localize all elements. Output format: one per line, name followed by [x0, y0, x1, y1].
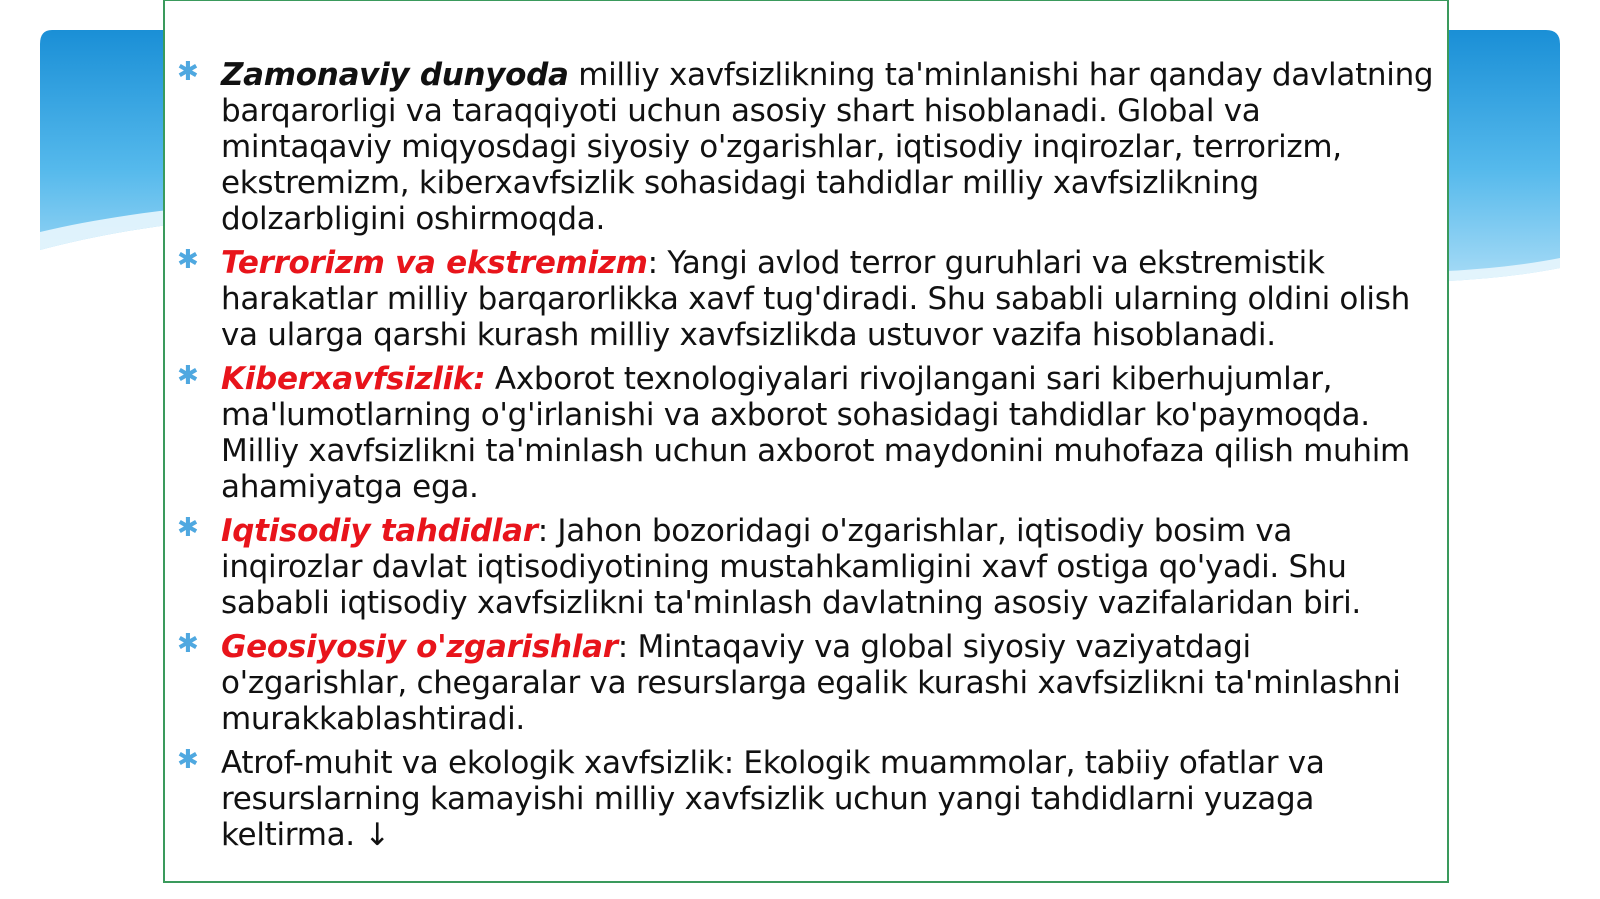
bullet-item-economic-threats	[177, 513, 1439, 621]
asterisk-icon: ✱	[177, 361, 199, 391]
bullet-item-modern-world	[177, 57, 1439, 237]
bullet-item-cybersecurity	[177, 361, 1439, 505]
bullet-text: Axborot texnologiyalari rivojlangani sari kiberhujumlar, ma'lumotlarning o'g'irlanishi va axborot sohasidagi tahdidlar ko'paymoqda. Milliy xavfsizlikni ta'minlash uchun axborot maydonini muhofaza qilish muhim ahamiyatga ega.	[221, 361, 1410, 505]
bullet-item-geopolitical	[177, 629, 1439, 737]
asterisk-icon: ✱	[177, 629, 199, 659]
content-panel	[163, 0, 1449, 883]
asterisk-icon: ✱	[177, 57, 199, 87]
bullet-item-environment	[177, 745, 1439, 853]
bullet-text: Atrof-muhit va ekologik xavfsizlik: Ekologik muammolar, tabiiy ofatlar va resurslarning kamayishi milliy xavfsizlik uchun yangi tahdidlarni yuzaga keltirma. ↓	[221, 745, 1325, 853]
bullet-text: : Jahon bozoridagi o'zgarishlar, iqtisodiy bosim va inqirozlar davlat iqtisodiyotining mustahkamligini xavf ostiga qo'yadi. Shu sababli iqtisodiy xavfsizlikni ta'minlash davlatning asosiy vazifalaridan biri.	[221, 513, 1361, 621]
bullet-list	[177, 57, 1439, 861]
asterisk-icon: ✱	[177, 745, 199, 775]
bullet-lead: Geosiyosiy o'zgarishlar	[221, 629, 618, 665]
asterisk-icon: ✱	[177, 245, 199, 275]
bullet-item-terrorism	[177, 245, 1439, 353]
asterisk-icon: ✱	[177, 513, 199, 543]
bullet-text: milliy xavfsizlikning ta'minlanishi har qanday davlatning barqarorligi va taraqqiyoti uchun asosiy shart hisoblanadi. Global va mintaqaviy miqyosdagi siyosiy o'zgarishlar, iqtisodiy inqirozlar, terrorizm, ekstremizm, kiberxavfsizlik sohasidagi tahdidlar milliy xavfsizlikning dolzarbligini oshirmoqda.	[221, 57, 1434, 237]
bullet-text: : Yangi avlod terror guruhlari va ekstremistik harakatlar milliy barqarorlikka xavf tug'diradi. Shu sababli ularning oldini olish va ularga qarshi kurash milliy xavfsizlikda ustuvor vazifa hisoblanadi.	[221, 245, 1410, 353]
bullet-lead: Kiberxavfsizlik:	[221, 361, 486, 397]
bullet-lead: Iqtisodiy tahdidlar	[221, 513, 538, 549]
bullet-text: : Mintaqaviy va global siyosiy vaziyatdagi o'zgarishlar, chegaralar va resurslarga egalik kurashi xavfsizlikni ta'minlashni murakkablashtiradi.	[221, 629, 1401, 737]
bullet-lead: Zamonaviy dunyoda	[221, 57, 569, 93]
bullet-lead: Terrorizm va ekstremizm	[221, 245, 648, 281]
